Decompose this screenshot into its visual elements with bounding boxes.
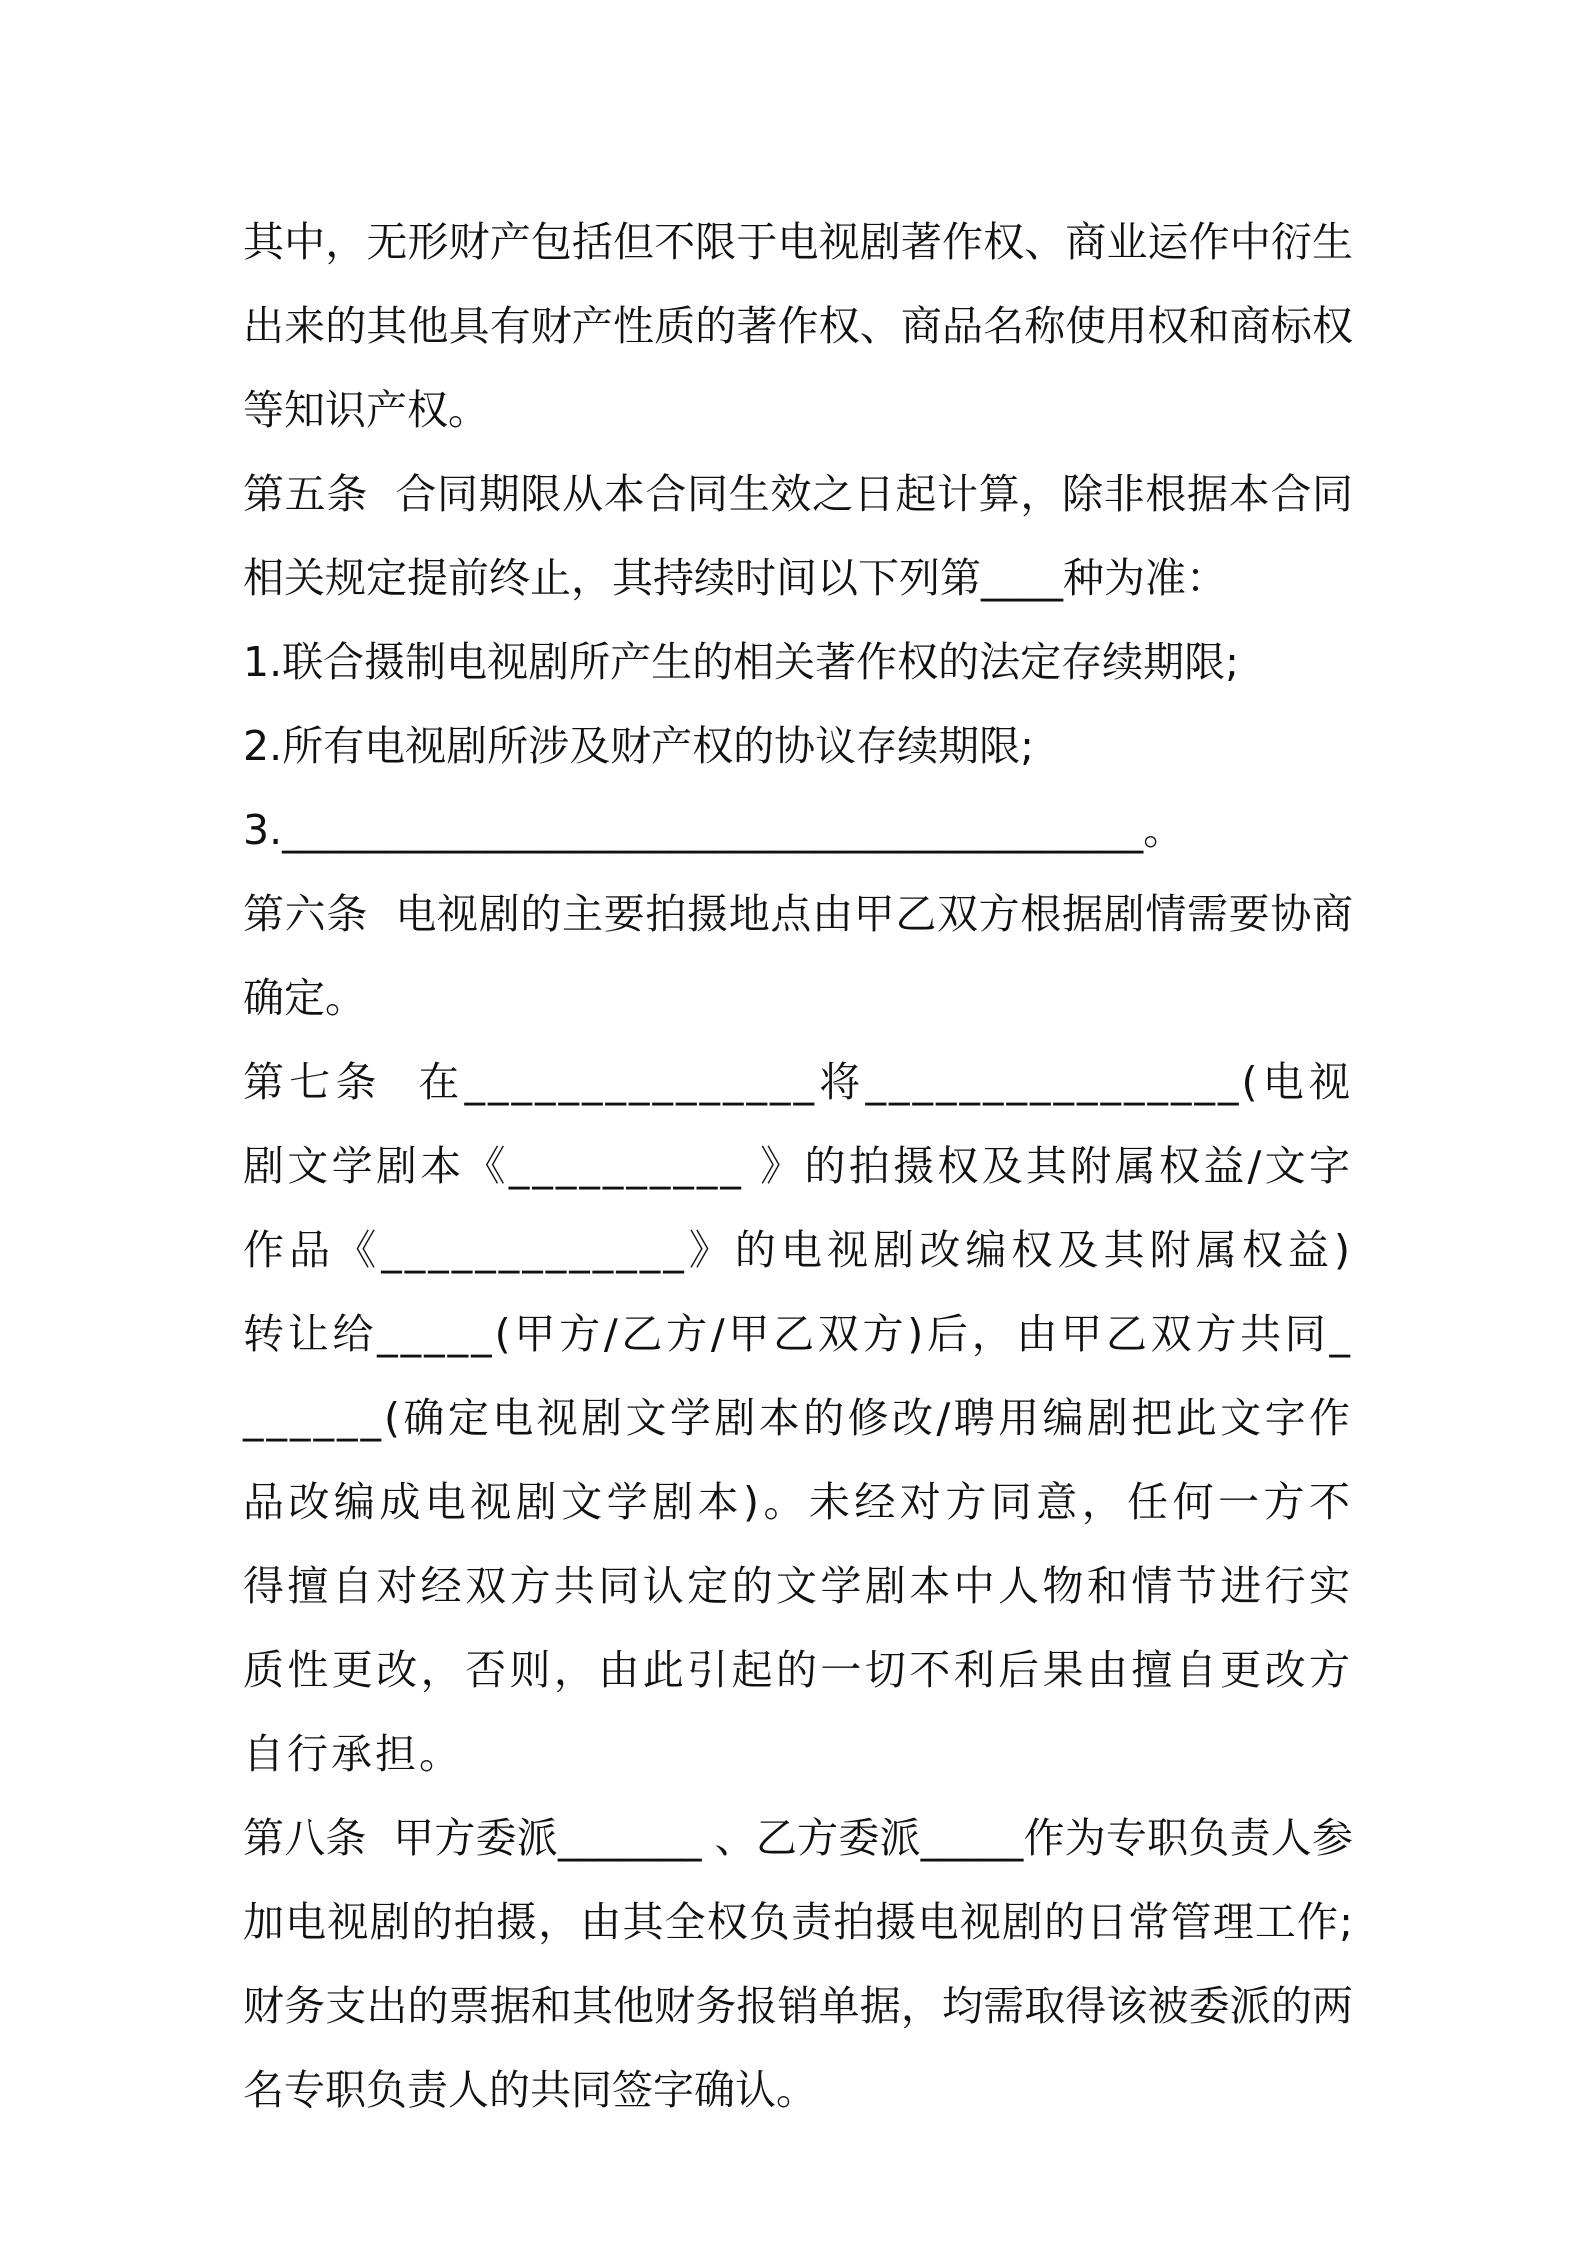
document-page bbox=[243, 200, 1353, 2132]
paragraph-intangible-property: 其中，无形财产包括但不限于电视剧著作权、商业运作中衍生出来的其他具有财产性质的著作权、商品名称使用权和商标权等知识产权。 bbox=[243, 218, 1353, 434]
paragraph-article-7: 第七条 在_______________将________________(电视剧文学剧本《__________ 》的拍摄权及其附属权益/文字作品《_____________》的电视剧改编权及其附属权益)转让给_____(甲方/乙方/甲乙双方)后，由甲乙双方共同_______(确定电视剧文学剧本的修改/聘用编剧把此文字作品改编成电视剧文学剧本)。未经对方同意，任何一方不得擅自对经双方共同认定的文学剧本中人物和情节进行实质性更改，否则，由此引起的一切不利后果由擅自更改方自行承担。 bbox=[243, 1058, 1353, 1778]
paragraph-article-5: 第五条 合同期限从本合同生效之日起计算，除非根据本合同相关规定提前终止，其持续时间以下列第____种为准： bbox=[243, 470, 1353, 602]
paragraph-item-1: 1.联合摄制电视剧所产生的相关著作权的法定存续期限; bbox=[243, 638, 1239, 686]
paragraph-article-8: 第八条 甲方委派_______ 、乙方委派_____作为专职负责人参加电视剧的拍摄，由其全权负责拍摄电视剧的日常管理工作;财务支出的票据和其他财务报销单据，均需取得该被委派的两名专职负责人的共同签字确认。 bbox=[243, 1814, 1353, 2114]
paragraph-item-2: 2.所有电视剧所涉及财产权的协议存续期限; bbox=[243, 722, 1034, 770]
paragraph-item-3: 3.__________________________________________。 bbox=[243, 806, 1185, 854]
paragraph-article-6: 第六条 电视剧的主要拍摄地点由甲乙双方根据剧情需要协商确定。 bbox=[243, 890, 1353, 1022]
